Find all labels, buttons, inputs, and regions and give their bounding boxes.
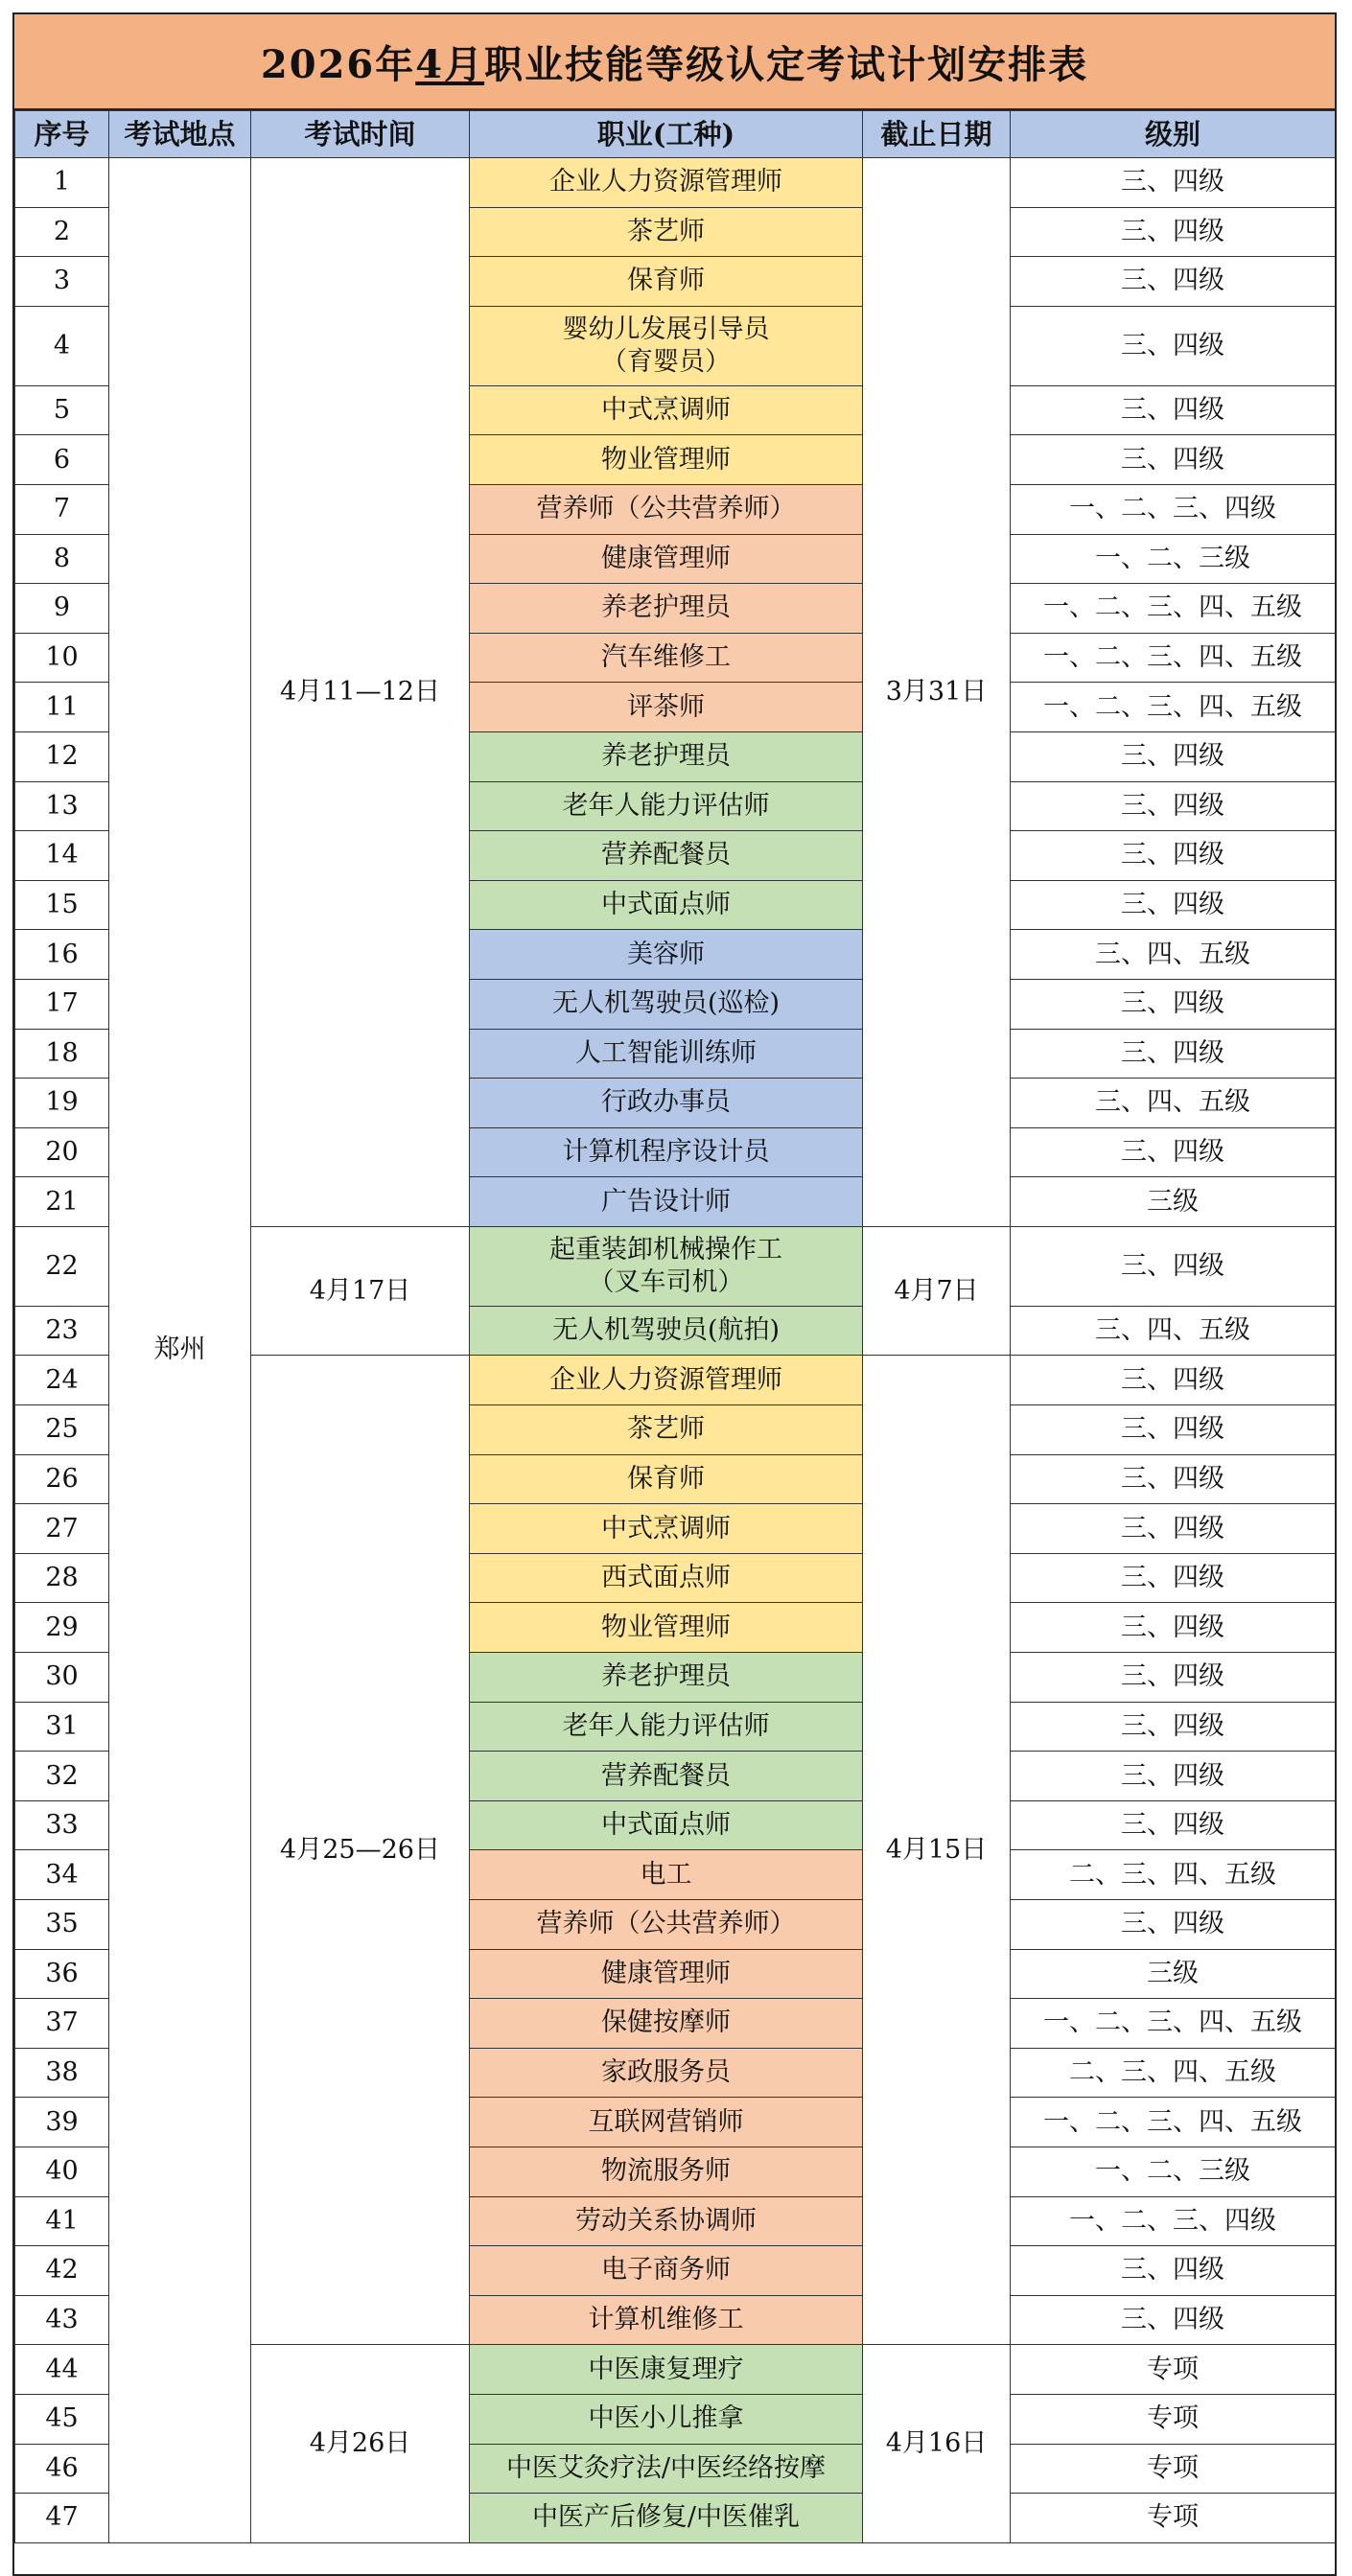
row-index: 44: [15, 2345, 109, 2395]
row-index: 14: [15, 831, 109, 881]
level-cell: 三、四级: [1011, 306, 1336, 385]
level-cell: 三、四级: [1011, 1029, 1336, 1079]
schedule-sheet: [12, 12, 1337, 2576]
occupation-name: 美容师: [627, 939, 705, 969]
level-cell: 三、四级: [1011, 1553, 1336, 1603]
occupation-name: 养老护理员: [601, 592, 731, 623]
occupation-name: 养老护理员: [601, 1661, 731, 1692]
occupation-name: 保健按摩师: [601, 2007, 731, 2038]
row-index: 15: [15, 880, 109, 930]
occupation-name: 人工智能训练师: [575, 1037, 757, 1068]
occupation-cell: [470, 831, 863, 881]
occupation-cell: [470, 1850, 863, 1900]
row-index: 47: [15, 2494, 109, 2543]
level-cell: 专项: [1011, 2444, 1336, 2494]
occupation-cell: [470, 1454, 863, 1504]
row-index: 5: [15, 385, 109, 435]
occupation-name: 物业管理师: [601, 1612, 731, 1642]
row-index: 32: [15, 1752, 109, 1801]
occupation-cell: [470, 1079, 863, 1128]
level-cell: 三、四级: [1011, 1752, 1336, 1801]
occupation-cell: [470, 1603, 863, 1653]
table-body: [15, 158, 1336, 2543]
occupation-cell: [470, 1356, 863, 1405]
level-cell: 三、四级: [1011, 207, 1336, 257]
row-index: 34: [15, 1850, 109, 1900]
level-cell: 一、二、三、四、五级: [1011, 683, 1336, 732]
occupation-cell: [470, 584, 863, 634]
row-index: 37: [15, 1999, 109, 2049]
occupation-name: 老年人能力评估师: [562, 1710, 770, 1741]
table-row: [15, 158, 1336, 208]
occupation-cell: [470, 2196, 863, 2246]
occupation-name: 企业人力资源管理师: [549, 167, 782, 197]
level-cell: 三、四级: [1011, 257, 1336, 307]
occupation-cell: [470, 2098, 863, 2147]
exam-time-cell: 4月26日: [251, 2345, 470, 2542]
occupation-name: 营养配餐员: [601, 1760, 731, 1791]
row-index: 18: [15, 1029, 109, 1079]
occupation-name: 营养配餐员: [601, 840, 731, 870]
level-cell: 一、二、三级: [1011, 2147, 1336, 2196]
row-index: 2: [15, 207, 109, 257]
level-cell: 三、四级: [1011, 385, 1336, 435]
occupation-cell: [470, 158, 863, 208]
occupation-cell: [470, 385, 863, 435]
row-index: 39: [15, 2098, 109, 2147]
occupation-cell: [470, 633, 863, 683]
occupation-cell: [470, 930, 863, 980]
schedule-table: [14, 110, 1336, 2543]
level-cell: 专项: [1011, 2494, 1336, 2543]
level-cell: 二、三、四、五级: [1011, 1850, 1336, 1900]
occupation-name: 中医小儿推拿: [588, 2403, 744, 2434]
level-cell: 三、四、五级: [1011, 930, 1336, 980]
level-cell: 三、四级: [1011, 2246, 1336, 2296]
row-index: 22: [15, 1226, 109, 1306]
row-index: 26: [15, 1454, 109, 1504]
occupation-cell: [470, 1800, 863, 1850]
title-month: 4月: [415, 41, 485, 87]
level-cell: 一、二、三、四、五级: [1011, 633, 1336, 683]
occupation-name: 老年人能力评估师: [562, 790, 770, 821]
occupation-name: 茶艺师: [627, 216, 705, 246]
row-index: 45: [15, 2394, 109, 2444]
row-index: 27: [15, 1504, 109, 1554]
occupation-name: 西式面点师: [601, 1563, 731, 1593]
level-cell: 三、四级: [1011, 1702, 1336, 1752]
row-index: 24: [15, 1356, 109, 1405]
row-index: 30: [15, 1653, 109, 1703]
row-index: 1: [15, 158, 109, 208]
row-index: 33: [15, 1800, 109, 1850]
occupation-name: 起重装卸机械操作工: [549, 1234, 782, 1265]
occupation-cell: [470, 2444, 863, 2494]
occupation-alias: （育婴员）: [601, 346, 731, 377]
occupation-cell: [470, 1553, 863, 1603]
level-cell: 三、四级: [1011, 1454, 1336, 1504]
occupation-cell: [470, 880, 863, 930]
occupation-cell: [470, 2345, 863, 2395]
title-year: 2026年: [260, 41, 416, 87]
occupation-cell: [470, 435, 863, 485]
header-location: 考试地点: [109, 111, 251, 158]
occupation-cell: [470, 1177, 863, 1227]
level-cell: 三、四级: [1011, 1127, 1336, 1177]
header-occupation: 职业(工种): [470, 111, 863, 158]
row-index: 11: [15, 683, 109, 732]
header-deadline: 截止日期: [863, 111, 1011, 158]
exam-time-cell: 4月17日: [251, 1226, 470, 1356]
occupation-name: 无人机驾驶员(巡检): [551, 988, 781, 1019]
occupation-name: 劳动关系协调师: [575, 2205, 757, 2236]
level-cell: 三、四级: [1011, 831, 1336, 881]
level-cell: 三、四级: [1011, 1603, 1336, 1653]
occupation-cell: [470, 1226, 863, 1306]
level-cell: 一、二、三、四、五级: [1011, 2098, 1336, 2147]
row-index: 21: [15, 1177, 109, 1227]
level-cell: 专项: [1011, 2345, 1336, 2395]
occupation-name: 养老护理员: [601, 741, 731, 772]
level-cell: 三、四级: [1011, 1900, 1336, 1950]
occupation-name: 中医康复理疗: [588, 2354, 744, 2384]
occupation-name: 计算机维修工: [588, 2305, 744, 2335]
exam-time-cell: 4月25—26日: [251, 1356, 470, 2345]
occupation-name: 保育师: [627, 266, 705, 296]
level-cell: 三、四级: [1011, 1800, 1336, 1850]
level-cell: 三、四级: [1011, 880, 1336, 930]
header-row: [15, 111, 1336, 158]
level-cell: 一、二、三、四级: [1011, 484, 1336, 534]
occupation-name: 无人机驾驶员(航拍): [551, 1315, 781, 1346]
occupation-name: 茶艺师: [627, 1414, 705, 1445]
occupation-cell: [470, 1127, 863, 1177]
level-cell: 三、四、五级: [1011, 1306, 1336, 1356]
occupation-name: 营养师（公共营养师）: [536, 494, 796, 524]
row-index: 28: [15, 1553, 109, 1603]
occupation-cell: [470, 1405, 863, 1455]
level-cell: 三、四级: [1011, 1226, 1336, 1306]
header-index: 序号: [15, 111, 109, 158]
occupation-cell: [470, 257, 863, 307]
level-cell: 三、四级: [1011, 979, 1336, 1029]
occupation-name: 企业人力资源管理师: [549, 1364, 782, 1395]
occupation-cell: [470, 1504, 863, 1554]
occupation-name: 物业管理师: [601, 444, 731, 475]
occupation-cell: [470, 2246, 863, 2296]
occupation-name: 营养师（公共营养师）: [536, 1909, 796, 1939]
occupation-cell: [470, 1999, 863, 2049]
occupation-cell: [470, 731, 863, 781]
occupation-name: 中式烹调师: [601, 1513, 731, 1543]
occupation-name: 中医艾灸疗法/中医经络按摩: [505, 2452, 827, 2483]
occupation-name: 家政服务员: [601, 2057, 731, 2088]
row-index: 42: [15, 2246, 109, 2296]
occupation-cell: [470, 534, 863, 584]
occupation-cell: [470, 207, 863, 257]
occupation-name: 中医产后修复/中医催乳: [531, 2502, 801, 2533]
row-index: 35: [15, 1900, 109, 1950]
occupation-cell: [470, 1900, 863, 1950]
row-index: 38: [15, 2048, 109, 2098]
occupation-cell: [470, 2394, 863, 2444]
occupation-cell: [470, 306, 863, 385]
occupation-cell: [470, 1029, 863, 1079]
occupation-cell: [470, 1306, 863, 1356]
row-index: 12: [15, 731, 109, 781]
row-index: 40: [15, 2147, 109, 2196]
occupation-cell: [470, 2494, 863, 2543]
level-cell: 二、三、四、五级: [1011, 2048, 1336, 2098]
row-index: 4: [15, 306, 109, 385]
occupation-cell: [470, 2295, 863, 2345]
row-index: 7: [15, 484, 109, 534]
occupation-name: 电子商务师: [601, 2255, 731, 2286]
occupation-name: 汽车维修工: [601, 642, 731, 673]
row-index: 16: [15, 930, 109, 980]
occupation-alias: （叉车司机）: [588, 1266, 744, 1297]
level-cell: 三、四级: [1011, 158, 1336, 208]
occupation-name: 行政办事员: [601, 1087, 731, 1118]
occupation-cell: [470, 2147, 863, 2196]
row-index: 31: [15, 1702, 109, 1752]
row-index: 46: [15, 2444, 109, 2494]
header-level: 级别: [1011, 111, 1336, 158]
occupation-name: 广告设计师: [601, 1186, 731, 1217]
row-index: 17: [15, 979, 109, 1029]
occupation-name: 中式面点师: [601, 890, 731, 920]
level-cell: 一、二、三、四、五级: [1011, 1999, 1336, 2049]
level-cell: 三、四级: [1011, 1356, 1336, 1405]
row-index: 23: [15, 1306, 109, 1356]
row-index: 25: [15, 1405, 109, 1455]
occupation-cell: [470, 979, 863, 1029]
occupation-cell: [470, 484, 863, 534]
row-index: 43: [15, 2295, 109, 2345]
occupation-name: 电工: [640, 1859, 692, 1890]
level-cell: 一、二、三级: [1011, 534, 1336, 584]
row-index: 20: [15, 1127, 109, 1177]
occupation-cell: [470, 683, 863, 732]
row-index: 9: [15, 584, 109, 634]
deadline-cell: 4月15日: [863, 1356, 1011, 2345]
row-index: 36: [15, 1949, 109, 1999]
occupation-name: 健康管理师: [601, 1958, 731, 1988]
occupation-cell: [470, 1752, 863, 1801]
occupation-cell: [470, 2048, 863, 2098]
level-cell: 三级: [1011, 1949, 1336, 1999]
occupation-name: 评茶师: [627, 691, 705, 722]
header-time: 考试时间: [251, 111, 470, 158]
occupation-cell: [470, 1653, 863, 1703]
level-cell: 三、四级: [1011, 435, 1336, 485]
deadline-cell: 4月16日: [863, 2345, 1011, 2542]
row-index: 13: [15, 781, 109, 831]
row-index: 29: [15, 1603, 109, 1653]
level-cell: 专项: [1011, 2394, 1336, 2444]
level-cell: 三、四、五级: [1011, 1079, 1336, 1128]
occupation-name: 保育师: [627, 1463, 705, 1494]
occupation-name: 物流服务师: [601, 2156, 731, 2187]
occupation-name: 中式烹调师: [601, 395, 731, 426]
occupation-name: 互联网营销师: [588, 2106, 744, 2137]
level-cell: 三、四级: [1011, 2295, 1336, 2345]
exam-time-cell: 4月11—12日: [251, 158, 470, 1227]
location-cell: 郑州: [109, 158, 251, 2543]
row-index: 8: [15, 534, 109, 584]
row-index: 10: [15, 633, 109, 683]
occupation-cell: [470, 1702, 863, 1752]
occupation-name: 中式面点师: [601, 1810, 731, 1841]
deadline-cell: 3月31日: [863, 158, 1011, 1227]
occupation-cell: [470, 1949, 863, 1999]
level-cell: 三、四级: [1011, 1653, 1336, 1703]
occupation-cell: [470, 781, 863, 831]
title-rest: 职业技能等级认定考试计划安排表: [484, 41, 1089, 87]
level-cell: 三、四级: [1011, 781, 1336, 831]
occupation-name: 婴幼儿发展引导员: [562, 313, 770, 344]
row-index: 41: [15, 2196, 109, 2246]
occupation-name: 计算机程序设计员: [562, 1136, 770, 1167]
occupation-name: 健康管理师: [601, 543, 731, 573]
row-index: 3: [15, 257, 109, 307]
page-title: [14, 14, 1335, 110]
level-cell: 三级: [1011, 1177, 1336, 1227]
row-index: 19: [15, 1079, 109, 1128]
level-cell: 三、四级: [1011, 731, 1336, 781]
level-cell: 一、二、三、四级: [1011, 2196, 1336, 2246]
level-cell: 一、二、三、四、五级: [1011, 584, 1336, 634]
deadline-cell: 4月7日: [863, 1226, 1011, 1356]
row-index: 6: [15, 435, 109, 485]
level-cell: 三、四级: [1011, 1504, 1336, 1554]
level-cell: 三、四级: [1011, 1405, 1336, 1455]
